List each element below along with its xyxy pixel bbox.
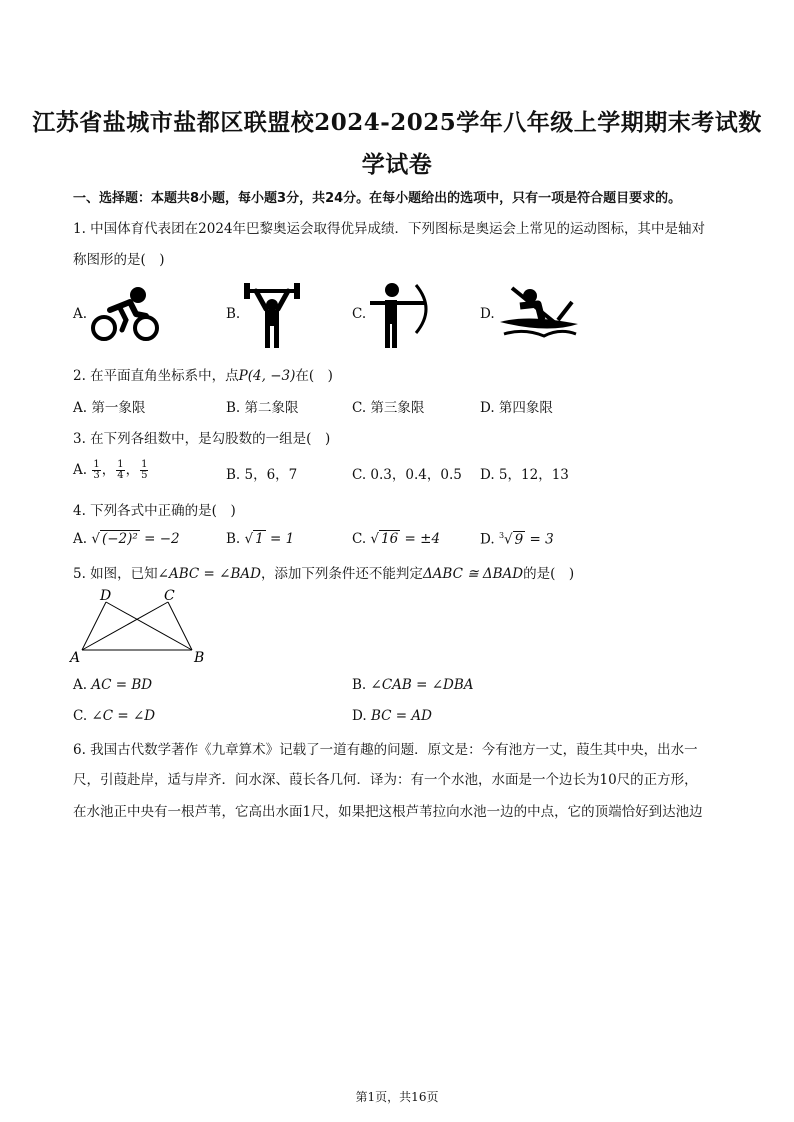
q1-option-d-label: D. — [480, 306, 495, 322]
page-title-line1: 江苏省盐城市盐都区联盟校2024-2025学年八年级上学期期末考试数 — [32, 109, 762, 136]
q2-option-d: D. 第四象限 — [480, 400, 553, 416]
figure-label-d: D — [100, 588, 112, 604]
q6-stem-line1: 6. 我国古代数学著作《九章算术》记载了一道有趣的问题．原文是：今有池方一丈，葭生其中央，出水一 — [73, 742, 698, 758]
q6-stem-line2: 尺，引葭赴岸，适与岸齐．问水深、葭长各几何．译为：有一个水池，水面是一个边长为10尺的正方形， — [73, 772, 698, 788]
q2-stem: 2. 在平面直角坐标系中，点P(4, −3)在( ) — [73, 368, 333, 384]
q4-option-b: B. √ 1 = 1 — [226, 531, 295, 547]
q5-target: ΔABC ≅ ΔBAD — [422, 566, 524, 582]
canoe-icon — [498, 284, 580, 342]
q5-option-c: C. ∠C = ∠D — [73, 708, 156, 724]
section1-heading: 一、选择题：本题共8小题，每小题3分，共24分。在每小题给出的选项中，只有一项是符合题目要求的。 — [73, 191, 682, 206]
q3-option-d: D. 5，12，13 — [480, 467, 569, 483]
q4-option-d: D. $^3$√ 9 = 3 — [480, 531, 554, 548]
q5-option-a: A. AC = BD — [73, 677, 153, 693]
q2-option-b: B. 第二象限 — [226, 400, 299, 416]
q4-stem: 4. 下列各式中正确的是( ) — [73, 503, 236, 519]
q5-figure — [68, 586, 212, 664]
q5-given: ∠ABC = ∠BAD — [157, 566, 261, 582]
q5-stem: 5. 如图，已知∠ABC = ∠BAD，添加下列条件还不能判定ΔABC ≅ ΔBAD的是( ) — [73, 566, 575, 582]
q5-option-b: B. ∠CAB = ∠DBA — [352, 677, 474, 693]
q3-fraction-3: $\frac{1}{5}$ — [141, 459, 148, 481]
q3-fraction-1: $\frac{1}{3}$ — [93, 459, 100, 481]
q1-option-a-label: A. — [73, 306, 88, 322]
q5-option-d: D. BC = AD — [352, 708, 432, 724]
q3-fraction-2: $\frac{1}{4}$ — [117, 459, 124, 481]
q2-point: P(4, −3) — [238, 368, 296, 384]
q2-option-c: C. 第三象限 — [352, 400, 425, 416]
q4-option-c: C. √ 16 = ±4 — [352, 531, 441, 547]
q1-stem-line1: 1. 中国体育代表团在2024年巴黎奥运会取得优异成绩．下列图标是奥运会上常见的运动图标，其中是轴对 — [73, 221, 706, 237]
q3-option-c: C. 0.3，0.4，0.5 — [352, 467, 462, 483]
figure-label-b: B — [194, 650, 205, 664]
q1-option-c-label: C. — [352, 306, 367, 322]
q1-option-b-label: B. — [226, 306, 241, 322]
page-title-line2: 学试卷 — [361, 151, 433, 178]
weightlifting-icon — [244, 283, 300, 349]
archery-icon — [370, 281, 432, 349]
figure-label-a: A — [70, 650, 81, 664]
q3-stem: 3. 在下列各组数中，是勾股数的一组是( ) — [73, 431, 331, 447]
q1-stem-line2: 称图形的是( ) — [73, 252, 165, 268]
q6-stem-line3: 在水池正中央有一根芦苇，它高出水面1尺，如果把这根芦苇拉向水池一边的中点，它的顶端恰好到达池边 — [73, 804, 703, 820]
page-footer: 第1页，共16页 — [355, 1090, 439, 1104]
q2-option-a: A. 第一象限 — [73, 400, 146, 416]
q3-option-a: A. $\frac{1}{3}$ ， $\frac{1}{4}$ ， $\frac{1}{5}$ — [73, 459, 148, 481]
figure-label-c: C — [164, 588, 175, 604]
q4-option-a: A. √ (−2)² = −2 — [73, 531, 180, 547]
cycling-icon — [90, 284, 162, 342]
q3-option-b: B. 5，6，7 — [226, 467, 298, 483]
